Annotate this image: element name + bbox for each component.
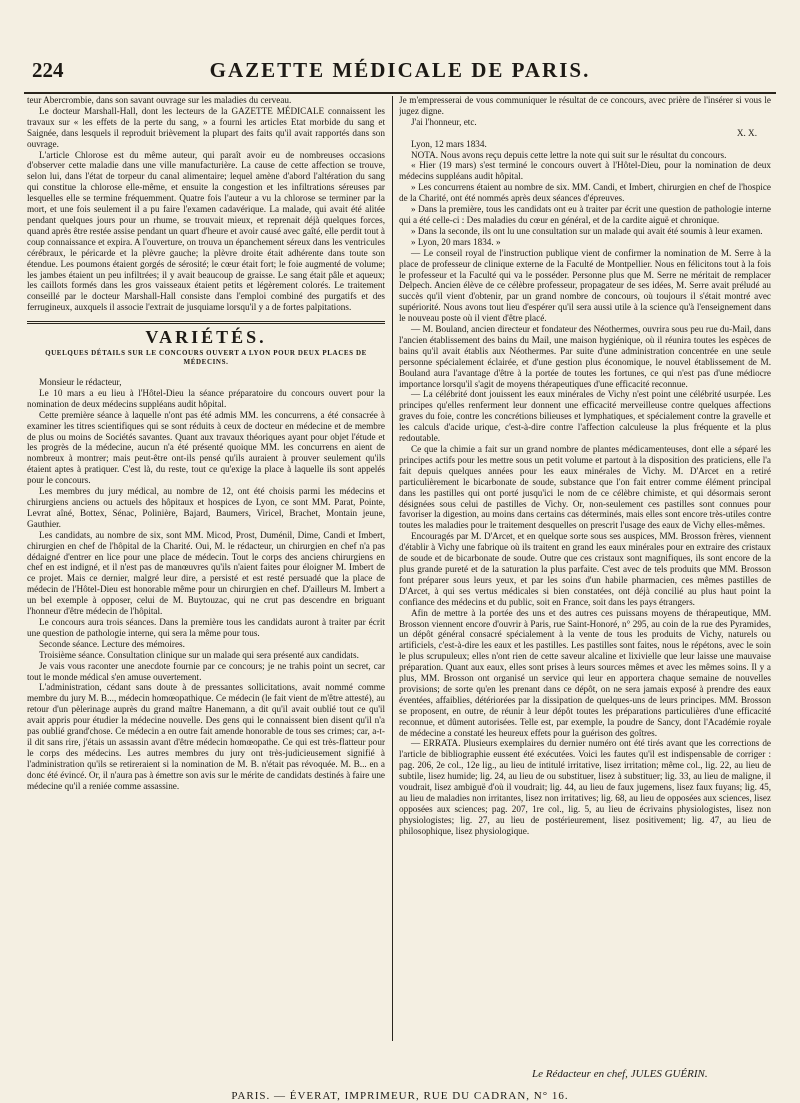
paragraph: Seconde séance. Lecture des mémoires. — [39, 638, 185, 649]
paragraph: J'ai l'honneur, etc. — [411, 116, 477, 127]
salutation: Monsieur le rédacteur, — [39, 377, 122, 388]
paragraph: Je vais vous raconter une anecdote fournie par ce concours; je ne trahis point un secret, car tout le monde médical s'en amuse ouvertement. — [27, 660, 385, 682]
paragraph: — Le conseil royal de l'instruction publique vient de confirmer la nomination de M. Serre à la place de professeur de clinique externe de la Faculté de Montpellier. Nous en félicitons tout à la fois le professeur et la Faculté qui va le posséder. Personne plus que M. Serre ne méritait de remplacer Delpech. Ancien élève de ce célèbre professeur, propagateur de ses idées, M. Serre avait préludé au succès qu'il vient d'obtenir, par un grand nombre de concours, où toujours il s'était montré avec supériorité. Nous avons tout lieu d'espérer qu'il sera aussi utile à la science qu'à l'enseignement dans le nouveau poste où il vient d'être placé. — [399, 247, 771, 324]
section-title: VARIÉTÉS. — [145, 327, 267, 348]
paragraph: Cette première séance à laquelle n'ont pas été admis MM. les concurrens, a été consacrée à examiner les titres scientifiques qui se sont réduits à ceux de docteur en médecine et de membre de plus ou moins de Sociétés savantes. Quant aux travaux théoriques ayant pour objet l'étude et les progrès de la médecine, aucun n'a été présenté quoique MM. les concurrens en aient de nombreux à montrer; mais peut-être ont-ils pensé qu'ils auraient à prouver seulement qu'ils étaient aptes à pratiquer. C'est là, du reste, tout ce qu'exige la place à laquelle ils sont appelés pour le concours. — [27, 409, 385, 486]
paragraph: Ce que la chimie a fait sur un grand nombre de plantes médicamenteuses, dont elle a séparé les principes actifs pour les mettre sous un petit volume et partout à la disposition des praticiens, elle l'a fait depuis quelques années pour les eaux minérales de Vichy. M. D'Arcet en a retiré particulièrement le bicarbonate de soude, substance que l'on fait entrer comme élément principal dans les pastilles qui ont porté jusqu'ici le nom de ce célèbre chimiste, et qui désormais seront désignées sous celui de pastilles de Vichy. Or, non-seulement ces pastilles sont connues pour favoriser la digestion, au moins dans certains cas déterminés, mais elles sont encore très-utiles contre toutes les maladies pour le traitement desquelles on prescrit l'usage des eaux de Vichy elles-mêmes. — [399, 444, 771, 531]
paragraph: L'administration, cédant sans doute à de pressantes sollicitations, avait nommé comme membre du jury M. B..., médecin homœopathique. Ce médecin (le fait vient de m'être attesté), au retour d'un pèlerinage auprès du grand maître Hanemann, a dit qu'il avait oublié tout ce qu'il avait appris pour étudier la médecine nouvelle. Des gens qui le connaissent bien disent qu'il n'a pas oublié grand'chose. Ce médecin a en outre fait amende honorable de tous ses crimes; car, a-t-il dit sans rire, j'étais un assassin avant d'être médecin homœopathe. Ce qui est très-flatteur pour le corps des médecins. Les autres membres du jury ont très-judicieusement signifié à l'administration qu'ils se retireraient si la nomination de M. B. n'était pas révoquée. M. B... en a donc été évincé. Or, il n'aura pas à émettre son avis sur le mérite de candidats destinés à faire une médecine qu'il a reniée comme assassine. — [27, 682, 385, 791]
paragraph: » Lyon, 20 mars 1834. » — [411, 236, 501, 247]
journal-title: GAZETTE MÉDICALE DE PARIS. — [209, 58, 591, 82]
paragraph: — M. Bouland, ancien directeur et fondateur des Néothermes, ouvrira sous peu rue du-Mail, dans l'ancien établissement des bains du Mail, une maison hygiénique, où il réunira toutes les espèces de bains qu'il avait établis aux Néothermes. Par suite d'une administration concentrée en une seule personne spécialement éclairée, et d'une gestion plus économique, le nouvel établissement de M. Bouland aura l'avantage d'être à la portée de toutes les fortunes, ce qui n'est pas d'une médiocre importance lorsqu'il s'agit de moyens thérapeutiques d'une efficacité reconnue. — [399, 324, 771, 389]
paragraph: Afin de mettre à la portée des uns et des autres ces puissans moyens de thérapeutique, MM. Brosson viennent encore d'ouvrir à Paris, rue Saint-Honoré, n° 295, au coin de la rue des Pyramides, un dépôt général consacré spécialement à la vente de tous les produits de Vichy, naturels ou artificiels, c'est-à-dire les eaux et les pastilles. Les pastilles sont faites, nous le répétons, avec le soin le plus scrupuleux; elles n'ont rien de cette saveur alcaline et lixivielle que leur laisse une mauvaise préparation. Quant aux eaux, elles sont prises à leurs sources mêmes et avec les mêmes soins. Il y a plus, MM. Brosson ont organisé un service qui leur en apportera chaque semaine de nouvelles provisions; de sorte qu'en les prenant dans ce dépôt, on ne sera jamais exposé à prendre des eaux éventées, affaiblies, détériorées par la dissipation de quelques-uns de leurs principes. MM. Brosson se proposent, en outre, de réunir à leur dépôt toutes les préparations particulières d'une efficacité reconnue, et dûment autorisées. Telle est, par exemple, la poudre de Sancy, dont l'Académie royale de médecine a constaté les heureux effets pour la guérison des goîtres. — [399, 607, 771, 738]
paragraph: Le 10 mars a eu lieu à l'Hôtel-Dieu la séance préparatoire du concours ouvert pour la nomination de deux médecins suppléans audit hôpital. — [27, 387, 385, 409]
paragraph: » Dans la première, tous les candidats ont eu à traiter par écrit une question de pathologie interne qui a été celle-ci : Des maladies du cœur en général, et de la cardite aiguë et chronique. — [399, 204, 771, 225]
column-rule — [392, 96, 393, 1041]
paragraph: L'article Chlorose est du même auteur, qui paraît avoir eu de nombreuses occasions d'observer cette maladie dans une ville manufacturière. La cause de cette affection se trouve, selon lui, dans l'état de torpeur du canal alimentaire; lequel amène d'abord l'altération du sang qui constitue la chlorose elle-même, et ensuite la congestion et les infiltrations séreuses par lesquelles elle se termine fréquemment. Quatre fois l'auteur a vu la chlorose se terminer par la mort, et une fois seulement il a pu faire l'examen cadavérique. La malade, qui avait été alitée pendant quelques jours pour un rhume, se trouvait mieux, et reprenait déjà quelques forces, quand après être restée assise pendant un quart d'heure et avoir causé avec gaîté, elle perdit tout à coup connaissance et expira. A l'ouverture, on trouva un épanchement séreux dans les ventricules cérébraux, le péricarde et la plèvre gauche; la plèvre droite était adhérente dans toute son étendue. Les poumons étaient gorgés de sérosité; le cœur était fort; le foie augmenté de volume; les jambes étaient un peu infiltrées; il y avait beaucoup de graisse. Le sang était pâle et aqueux; les caillots formés dans les gros vaisseaux étaient petits et légèrement colorés. Le traitement conseillé par le docteur Marshall-Hall consiste dans l'emploi combiné des purgatifs et des ferrugineux, auxquels il associe l'extrait de jusquiame lorsqu'il y a de fortes palpitations. — [27, 149, 385, 313]
page-number: 224 — [32, 58, 64, 82]
paragraph: » Dans la seconde, ils ont lu une consultation sur un malade qui avait été soumis à leur examen. — [411, 225, 763, 236]
header-rule — [24, 92, 776, 94]
paragraph: Les membres du jury médical, au nombre de 12, ont été choisis parmi les médecins et chirurgiens anciens ou actuels des hôpitaux et hospices de Lyon, ce sont MM. Parat, Pointe, Levrat aîné, Bottex, Sénac, Polinière, Bajard, Baumers, Viricel, Brachet, Montain jeune, Gauthier. — [27, 486, 385, 529]
paragraph: — ERRATA. Plusieurs exemplaires du dernier numéro ont été tirés avant que les corrections de l'article de bibliographie eussent été exécutées. Voici les fautes qu'il est indispensable de corriger : pag. 206, 2e col., 12e lig., au lieu de intitulé irritative, lisez irritation; même col., lig. 22, au lieu de subtile, lisez humide; lig. 24, au lieu de ou substituer, lisez à substituer; lig. 33, au lieu de maligne, il voudrait, lisez ambiguë d'où il voudrait; lig. 44, au lieu de faux jugemens, lisez faux fuyans; lig. 45, au lieu de maladies non irritantes, lisez non irritatives; lig. 68, au lieu de opposées aux sciences, lisez opposées aux sciences; pag. 207, 1re col., lig. 5, au lieu de écrivains physiologistes, lisez non physiologistes; lig. 27, au lieu de postérieurement, lisez positivement; lig. 47, au lieu de philosophique, lisez physiologique. — [399, 738, 771, 836]
paragraph: Lyon, 12 mars 1834. — [411, 138, 487, 149]
paragraph: teur Abercrombie, dans son savant ouvrage sur les maladies du cerveau. — [27, 95, 292, 105]
signature: X. X. — [736, 127, 757, 138]
printer-footer: PARIS. — ÉVERAT, IMPRIMEUR, RUE DU CADRAN, N° 16. — [231, 1090, 569, 1102]
editor-signature: Le Rédacteur en chef, JULES GUÉRIN. — [532, 1068, 708, 1080]
paragraph: Le concours aura trois séances. Dans la première tous les candidats auront à traiter par écrit une question de pathologie interne, qui sera la même pour tous. — [27, 616, 385, 638]
right-column — [399, 95, 771, 1060]
paragraph: Le docteur Marshall-Hall, dont les lecteurs de la GAZETTE MÉDICALE connaissent les travaux sur « les effets de la perte du sang, » a fourni les articles Etat morbide du sang et Saignée, dans lesquels il reproduit brièvement la plupart des faits qu'il avait rapportés dans son ouvrage. — [27, 105, 385, 149]
left-column — [27, 95, 385, 1060]
paragraph: Encouragés par M. D'Arcet, et en quelque sorte sous ses auspices, MM. Brosson frères, viennent d'établir à Vichy une fabrique où ils traitent en grand les eaux minérales pour en extraire des cristaux de soude et de bicarbonate de soude. Outre que ces cristaux sont magnifiques, ils sont encore de la plus grande pureté et de la saturation la plus parfaite. C'est avec de tels produits que MM. Brosson font préparer sous leurs yeux, et par les soins d'un habile pharmacien, ces mêmes pastilles de D'Arcet, à qui ses vertus médicales si bien constatées, ont déjà concilié au plus haut point la confiance des médecins et du public, soit en France, soit dans les pays étrangers. — [399, 531, 771, 607]
section-divider — [27, 321, 385, 324]
paragraph: Troisième séance. Consultation clinique sur un malade qui sera présenté aux candidats. — [39, 649, 359, 660]
paragraph: Je m'empresserai de vous communiquer le résultat de ce concours, avec prière de l'insérer si vous le jugez digne. — [399, 95, 771, 116]
article-subheading: QUELQUES DÉTAILS SUR LE CONCOURS OUVERT A LYON POUR DEUX PLACES DE MÉDECINS. — [45, 349, 367, 367]
paragraph: « Hier (19 mars) s'est terminé le concours ouvert à l'Hôtel-Dieu, pour la nomination de deux médecins suppléans audit hôpital. — [399, 160, 771, 182]
paragraph: — La célébrité dont jouissent les eaux minérales de Vichy n'est point une célébrité usurpée. Les principes qu'elles renferment leur donnent une efficacité merveilleuse contre quelques affections graves du foie, contre les concrétions bilieuses et lymphatiques, et spécialement contre la gravelle et les calculs d'acide urique, c'est-à-dire contre l'affection calculeuse la plus fréquente et la plus redoutable. — [399, 389, 771, 444]
paragraph: NOTA. Nous avons reçu depuis cette lettre la note qui suit sur le résultat du concours. — [411, 149, 727, 160]
paragraph: » Les concurrens étaient au nombre de six. MM. Candi, et Imbert, chirurgien en chef de l'hospice de la Charité, ont été nommés après deux séances d'épreuves. — [399, 182, 771, 204]
paragraph: Les candidats, au nombre de six, sont MM. Micod, Prost, Duménil, Dime, Candi et Imbert, chirurgien en chef de l'hôpital de la Charité. Oui, M. le rédacteur, un chirurgien en chef n'a pas dédaigné d'entrer en lice pour une place de médecin. Tout le corps des anciens chirurgiens en chef en est indigné, et il n'est pas de manœuvres qu'ils n'aient faites pour éloigner M. Imbert de ce projet. Mais ce dernier, malgré leur dire, a persisté et est resté persuadé que la place de médecin de l'Hôtel-Dieu est honorable même pour un chirurgien en chef. D'ailleurs M. Imbert a un bel exemple à opposer, celui de M. Buytouzac, qui ne crut pas descendre en briguant l'honneur d'être médecin de l'hôpital. — [27, 529, 385, 617]
page-header — [30, 56, 770, 92]
